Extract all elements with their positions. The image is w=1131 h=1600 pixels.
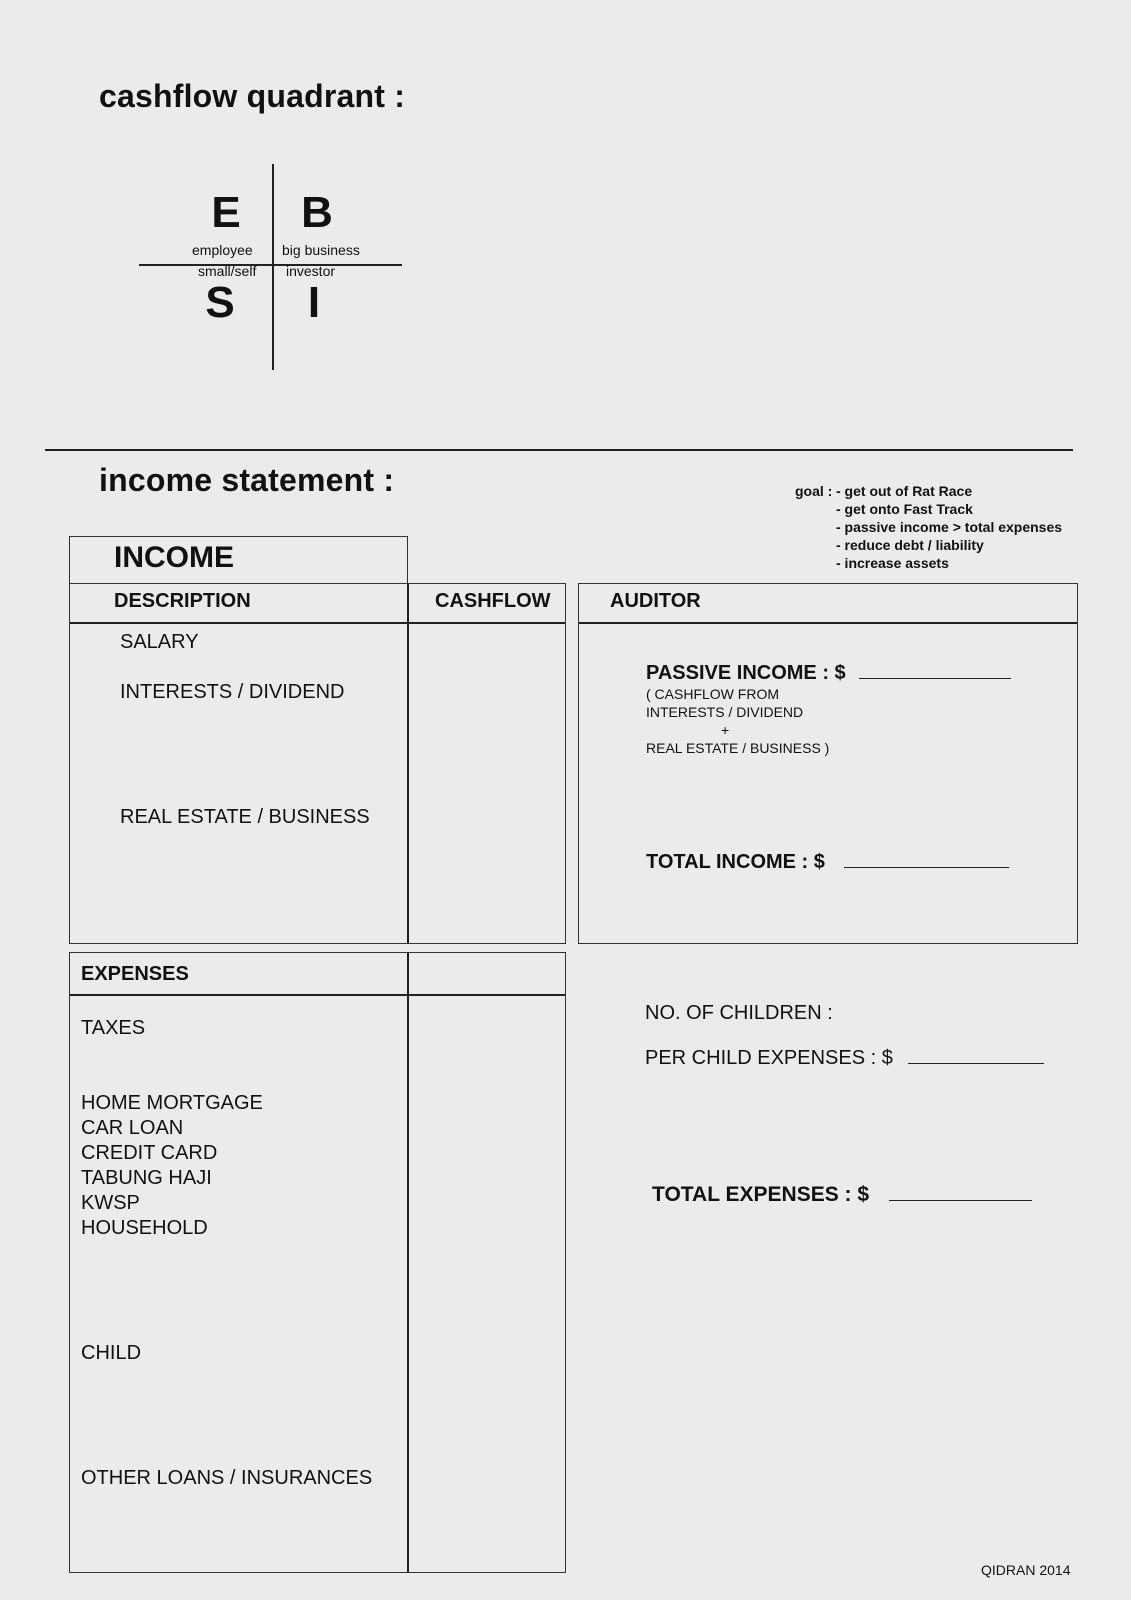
quadrant-letter-e: E <box>211 188 241 237</box>
goal-item: - passive income > total expenses <box>836 519 1063 535</box>
expense-item-home-mortgage: HOME MORTGAGE <box>81 1092 263 1114</box>
income-table <box>69 583 566 944</box>
quadrant-letter-s: S <box>205 278 235 327</box>
expense-item-child: CHILD <box>81 1342 142 1364</box>
expenses-header-divider <box>70 994 565 996</box>
goal-prefix: goal : <box>795 483 833 499</box>
per-child-expenses-label <box>645 1047 1044 1070</box>
passive-income-label <box>646 662 1011 685</box>
expenses-header: EXPENSES <box>81 963 189 985</box>
goal-item: - reduce debt / liability <box>836 537 984 553</box>
auditor-header: AUDITOR <box>610 590 701 612</box>
quadrant-vertical-axis <box>272 164 274 370</box>
income-header: INCOME <box>114 541 234 574</box>
quadrant-label-big-business: big business <box>282 242 360 258</box>
no-of-children-label: NO. OF CHILDREN : <box>645 1002 833 1024</box>
quadrant-letter-i: I <box>307 278 321 327</box>
goal-item: - get out of Rat Race <box>836 483 973 499</box>
total-income-blank[interactable] <box>844 853 1009 868</box>
expense-item-other-loans-insurances: OTHER LOANS / INSURANCES <box>81 1467 373 1489</box>
total-expenses-label <box>652 1183 1032 1207</box>
cashflow-quadrant-diagram <box>130 160 410 370</box>
total-income-label <box>646 851 1009 874</box>
cashflow-quadrant-title: cashflow quadrant : <box>99 78 406 114</box>
goal-item: - increase assets <box>836 555 949 571</box>
total-expenses-text: TOTAL EXPENSES : $ <box>652 1183 870 1206</box>
income-item-real-estate-business: REAL ESTATE / BUSINESS <box>120 806 370 828</box>
expenses-table <box>69 952 566 1573</box>
section-divider <box>45 449 1073 451</box>
passive-income-blank[interactable] <box>859 664 1011 679</box>
cashflow-header: CASHFLOW <box>435 590 551 612</box>
quadrant-label-small-self: small/self <box>198 263 257 279</box>
passive-note-plus: + <box>721 722 730 738</box>
income-statement-title: income statement : <box>99 462 395 498</box>
expenses-column-divider <box>407 953 409 1572</box>
auditor-box <box>578 583 1078 944</box>
per-child-expenses-text: PER CHILD EXPENSES : $ <box>645 1047 893 1069</box>
per-child-expenses-blank[interactable] <box>908 1049 1044 1064</box>
expense-item-household: HOUSEHOLD <box>81 1217 208 1239</box>
expense-item-tabung-haji: TABUNG HAJI <box>81 1167 212 1189</box>
quadrant-horizontal-axis <box>139 264 402 266</box>
auditor-header-divider <box>579 622 1077 624</box>
income-item-salary: SALARY <box>120 631 199 653</box>
total-income-text: TOTAL INCOME : $ <box>646 851 825 873</box>
author-credit: QIDRAN 2014 <box>981 1562 1071 1578</box>
description-header: DESCRIPTION <box>114 590 251 612</box>
passive-note-line: ( CASHFLOW FROM <box>646 686 779 702</box>
income-header-divider <box>70 622 565 624</box>
income-header-box <box>69 536 408 584</box>
expense-item-kwsp: KWSP <box>81 1192 140 1214</box>
total-expenses-blank[interactable] <box>889 1186 1032 1201</box>
expense-item-taxes: TAXES <box>81 1017 146 1039</box>
expense-item-credit-card: CREDIT CARD <box>81 1142 218 1164</box>
passive-income-text: PASSIVE INCOME : $ <box>646 662 846 684</box>
income-column-divider <box>407 584 409 943</box>
income-item-interests-dividend: INTERESTS / DIVIDEND <box>120 681 345 703</box>
passive-note-line: REAL ESTATE / BUSINESS ) <box>646 740 830 756</box>
quadrant-label-investor: investor <box>286 263 336 279</box>
expense-item-car-loan: CAR LOAN <box>81 1117 184 1139</box>
quadrant-letter-b: B <box>301 188 333 237</box>
goal-item: - get onto Fast Track <box>836 501 973 517</box>
quadrant-label-employee: employee <box>192 242 253 258</box>
passive-note-line: INTERESTS / DIVIDEND <box>646 704 804 720</box>
